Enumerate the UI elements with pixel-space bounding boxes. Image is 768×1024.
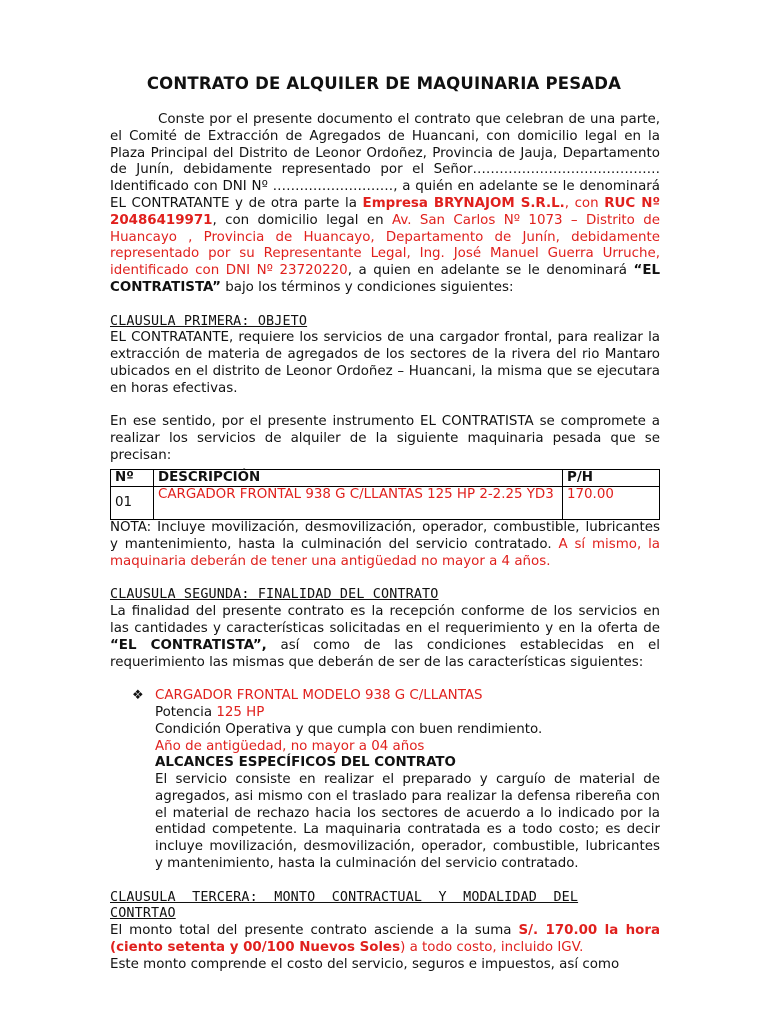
header-description: DESCRIPCIÓN [154, 469, 563, 486]
clause3-text-b: ) a todo costo, incluido IGV. [400, 940, 584, 956]
clause3-text-a: El monto total del presente contrato asciende a la suma [110, 923, 519, 939]
document-body [110, 112, 660, 974]
condicion-line: Condición Operativa y que cumpla con buen rendimiento. [155, 721, 543, 737]
antiguedad-line: Año de antigüedad, no mayor a 04 años [155, 738, 425, 754]
ruc-prefix: , con [564, 195, 605, 211]
clause2-contratista: “EL CONTRATISTA”, [110, 637, 267, 653]
note-paragraph [110, 520, 660, 570]
alcances-heading: ALCANCES ESPECÍFICOS DEL CONTRATO [155, 755, 456, 771]
company-address: Av. San Carlos Nº 1073 – Distrito de Huancayo , Provincia de Huancayo, Departamento de Junín, debidamente representado por su Representante Legal, Ing. José Manuel Guerra Urruche, identificado con DNI Nº 23720220 [110, 212, 660, 279]
clause3-heading-line1 [110, 890, 660, 907]
clause3-heading-line2: CONTRTAO [110, 906, 176, 922]
note-red-text: A sí mismo, la maquinaria deberán de tener una antigüedad no mayor a 4 años. [110, 536, 660, 569]
row-number: 01 [111, 487, 154, 520]
clause2-heading: CLAUSULA SEGUNDA: FINALIDAD DEL CONTRATO [110, 587, 439, 603]
intro-text-2: , con domicilio legal en [212, 212, 392, 228]
potencia-line [155, 705, 660, 722]
diamond-bullet-icon: ❖ [132, 688, 144, 704]
clause1-paragraph-2: En ese sentido, por el presente instrumento EL CONTRATISTA se compromete a realizar los servicios de alquiler de la siguiente maquinaria pesada que se precisan: [110, 414, 660, 463]
header-price: P/H [563, 469, 660, 486]
intro-text-1: Conste por el presente documento el contrato que celebran de una parte, el Comité de Extracción de Agregados de Huancani, con domicilio legal en la Plaza Principal del Distrito de Leonor Ordoñez, Provincia de Jauja, Departamento de Junín, debidamente representado por el Señor…………………………………… Identificado con DNI Nº ………………………, a quién en adelante se le denominará EL CONTRATANTE y de otra parte la [110, 112, 660, 211]
note-text: NOTA: Incluye movilización, desmovilización, operador, combustible, lubricantes y mantenimiento, hasta la culminación del servicio contratado. [110, 520, 660, 552]
potencia-label: Potencia [155, 704, 217, 720]
table-row [111, 487, 660, 520]
clause1-paragraph-1: EL CONTRATANTE, requiere los servicios de una cargador frontal, para realizar la extracción de materia de agregados de los sectores de la rivera del rio Mantaro ubicados en el distrito de Leonor Ordoñez – Huancani, la misma que se ejecutara en horas efectivas. [110, 330, 660, 396]
header-number: Nº [111, 469, 154, 486]
machine-spec-item [110, 688, 660, 873]
contract-amount: S/. 170.00 la hora (ciento setenta y 00/100 Nuevos Soles [110, 923, 661, 956]
intro-text-4: bajo los términos y condiciones siguientes: [220, 279, 514, 295]
potencia-value: 125 HP [216, 704, 265, 720]
clause3-paragraph [110, 923, 660, 957]
contratista-label: “EL CONTRATISTA” [110, 263, 660, 295]
alcances-paragraph: El servicio consiste en realizar el preparado y carguío de material de agregados, asi mismo con el traslado para realizar la defensa ribereña con el material de rechazo hacia los sectores de acuerdo a lo indicado por la entidad competente. La maquinaria contratada es a todo costo; es decir incluye movilización, desmovilización, operador, combustible, lubricantes y mantenimiento, hasta la culminación del servicio contratado. [155, 772, 660, 872]
row-description: CARGADOR FRONTAL 938 G C/LLANTAS 125 HP 2-2.25 YD3 [154, 487, 563, 520]
clause1-heading: CLAUSULA PRIMERA: OBJETO [110, 313, 308, 329]
row-price: 170.00 [563, 487, 660, 520]
clause2-text-a: La finalidad del presente contrato es la recepción conforme de los servicios en las cantidades y características solicitadas en el requerimiento y en la oferta de [110, 604, 660, 636]
clause3-paragraph-2: Este monto comprende el costo del servicio, seguros e impuestos, así como [110, 956, 620, 972]
clause2-paragraph [110, 604, 660, 671]
intro-paragraph [110, 112, 660, 297]
document-title: CONTRATO DE ALQUILER DE MAQUINARIA PESADA [146, 74, 622, 93]
clause3-heading-text: CLAUSULA TERCERA: MONTO CONTRACTUAL Y MODALIDAD DEL [110, 889, 579, 905]
table-header-row [111, 469, 660, 486]
ruc-number: RUC Nº 20486419971 [110, 195, 661, 228]
company-name: Empresa BRYNAJOM S.R.L. [362, 195, 565, 211]
machine-model: CARGADOR FRONTAL MODELO 938 G C/LLANTAS [155, 688, 483, 704]
machinery-table [110, 469, 660, 520]
intro-text-3: , a quien en adelante se le denominará [347, 263, 634, 279]
clause2-text-c: así como de las condiciones establecidas en el requerimiento las mismas que deberán de ser de las características siguientes: [110, 637, 660, 670]
